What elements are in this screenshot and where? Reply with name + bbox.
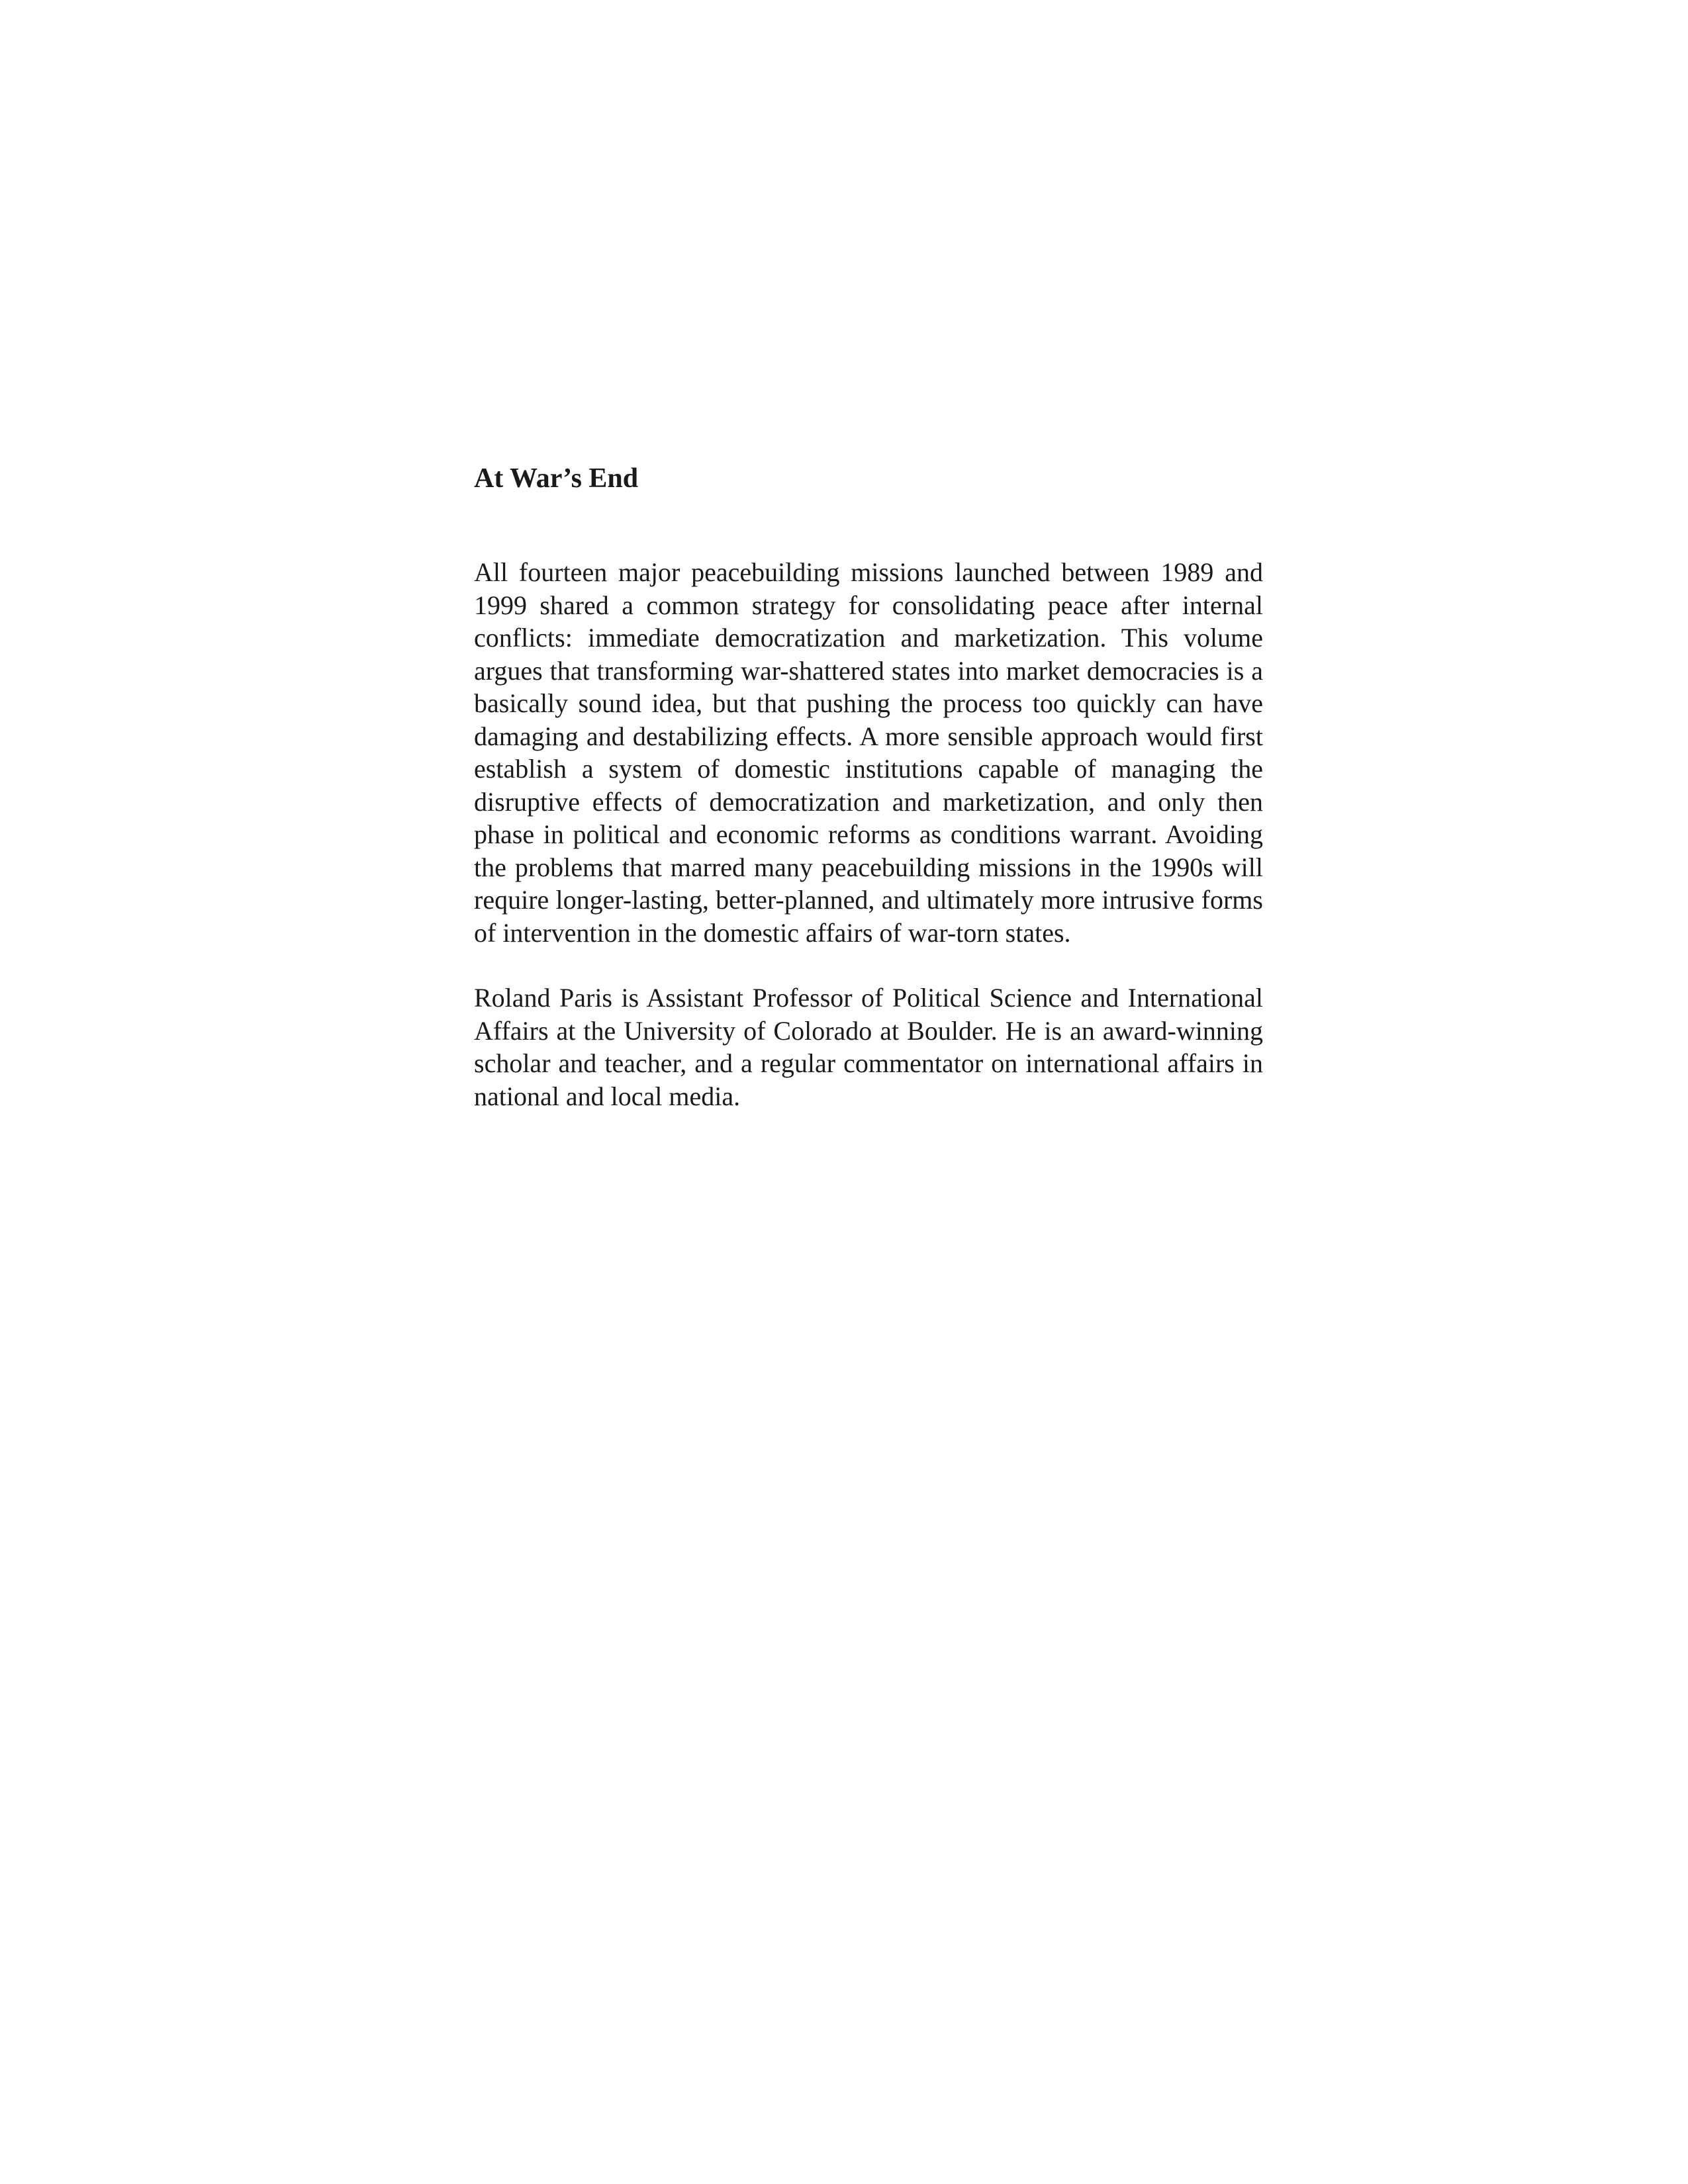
book-title: At War’s End — [474, 463, 639, 494]
book-summary-paragraph: All fourteen major peacebuilding missions launched between 1989 and 1999 shared a common strategy for consolidating peace after internal conflicts: immediate democratization and marketization. This volume argues that transforming war-shattered states into market democracies is a basically sound idea, but that pushing the process too quickly can have damaging and destabilizing effects. A more sensible approach would first establish a system of domestic institutions capable of managing the disruptive effects of democratization and marketization, and only then phase in political and economic reforms as conditions warrant. Avoiding the problems that marred many peacebuilding missions in the 1990s will require longer-lasting, better-planned, and ultimately more intrusive forms of intervention in the domestic affairs of war-torn states. — [474, 557, 1263, 948]
front-matter-block — [474, 460, 1263, 1113]
author-bio-paragraph: Roland Paris is Assistant Professor of Political Science and International Affairs at the University of Colorado at Boulder. He is an award-winning scholar and teacher, and a regular commentator on international affairs in national and local media. — [474, 983, 1263, 1111]
